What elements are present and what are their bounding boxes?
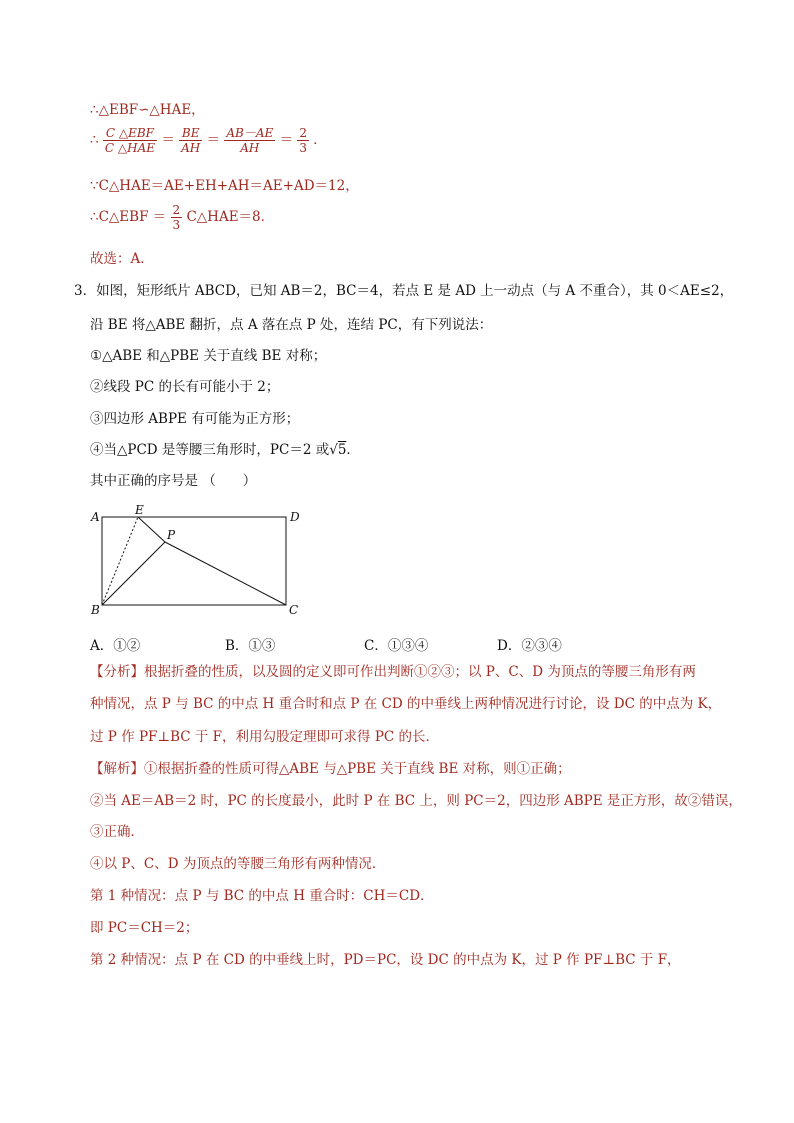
- label-b: B: [91, 603, 100, 617]
- fraction-perimeter-ratio: $\frac{\text{C △EBF}}{\text{C △HAE}}$: [104, 126, 156, 155]
- statement-4: ④当△PCD 是等腰三角形时，PC＝2 或√5．: [90, 442, 360, 458]
- solution-line-4: ④以 P、C、D 为顶点的等腰三角形有两种情况．: [90, 856, 386, 872]
- fold-line-be: [102, 517, 138, 605]
- similar-triangles-line: ∴△EBF∽△HAE，: [90, 102, 205, 118]
- statement-1: ①△ABE 和△PBE 关于直线 BE 对称；: [90, 348, 327, 364]
- question-3-line-2: 沿 BE 将△ABE 翻折，点 A 落在点 P 处，连结 PC，有下列说法：: [90, 317, 493, 333]
- solution-line-6: 即 PC＝CH＝2；: [90, 920, 199, 936]
- question-ask: 其中正确的序号是 （ ）: [90, 473, 257, 489]
- perimeter-ratio-line: ∴ $\frac{\text{C △EBF}}{\text{C △HAE}}$ ＝ $\frac{BE}{AH}$ ＝ $\frac{AB-AE}{AH}$ ＝ $\frac{2}{3}$ ．: [90, 126, 327, 155]
- perimeter-hae-line: ∵C△HAE＝AE+EH+AH＝AE+AD＝12，: [90, 178, 359, 194]
- analysis-line-1: 【分析】根据折叠的性质，以及圆的定义即可作出判断①②③；以 P、C、D 为顶点的等腰三角形有两: [90, 664, 696, 680]
- label-e: E: [135, 503, 144, 517]
- analysis-line-3: 过 P 作 PF⊥BC 于 F，利用勾股定理即可求得 PC 的长．: [90, 729, 440, 745]
- option-c: C．①③④: [364, 638, 429, 654]
- label-p: P: [167, 528, 176, 542]
- rectangle-fold-figure: [80, 500, 320, 622]
- option-a: A．①②: [90, 638, 141, 654]
- solution-line-3: ③正确．: [90, 824, 144, 840]
- answer-choice-line: 故选：A．: [90, 251, 154, 267]
- solution-line-2: ②当 AE＝AB＝2 时，PC 的长度最小，此时 P 在 BC 上，则 PC＝2，四边形 ABPE 是正方形，故②错误，: [90, 793, 742, 809]
- statement-2: ②线段 PC 的长有可能小于 2；: [90, 379, 280, 395]
- label-c: C: [289, 603, 299, 617]
- solution-line-1: 【解析】①根据折叠的性质可得△ABE 与△PBE 关于直线 BE 对称，则①正确；: [90, 761, 571, 777]
- solution-line-7: 第 2 种情况：点 P 在 CD 的中垂线上时，PD＝PC，设 DC 的中点为 K，过 P 作 PF⊥BC 于 F，: [90, 952, 681, 968]
- rectangle-abcd: [102, 517, 286, 605]
- segment-pc: [165, 542, 286, 605]
- therefore-symbol: ∴: [90, 132, 99, 148]
- question-3-line-1: 3．如图，矩形纸片 ABCD，已知 AB＝2，BC＝4，若点 E 是 AD 上一动点（与 A 不重合），其 0＜AE≤2，: [74, 283, 734, 299]
- fraction-be-ah: $\frac{BE}{AH}$: [181, 126, 201, 155]
- label-d: D: [290, 510, 300, 524]
- analysis-line-2: 种情况，点 P 与 BC 的中点 H 重合时和点 P 在 CD 的中垂线上两种情况进行讨论，设 DC 的中点为 K，: [90, 696, 722, 712]
- segment-bp: [102, 542, 165, 605]
- perimeter-ebf-line: ∴C△EBF ＝ $\frac{2}{3}$ C△HAE＝8．: [90, 203, 275, 232]
- solution-line-5: 第 1 种情况：点 P 与 BC 的中点 H 重合时：CH＝CD．: [90, 888, 434, 904]
- label-a: A: [91, 510, 100, 524]
- fraction-two-thirds-2: $\frac{2}{3}$: [172, 203, 181, 232]
- option-b: B．①③: [225, 638, 276, 654]
- fraction-ab-minus-ae: $\frac{AB-AE}{AH}$: [226, 126, 274, 155]
- option-d: D．②③④: [497, 638, 562, 654]
- fraction-two-thirds: $\frac{2}{3}$: [299, 126, 307, 155]
- statement-3: ③四边形 ABPE 有可能为正方形；: [90, 411, 300, 427]
- segment-ep: [138, 517, 165, 542]
